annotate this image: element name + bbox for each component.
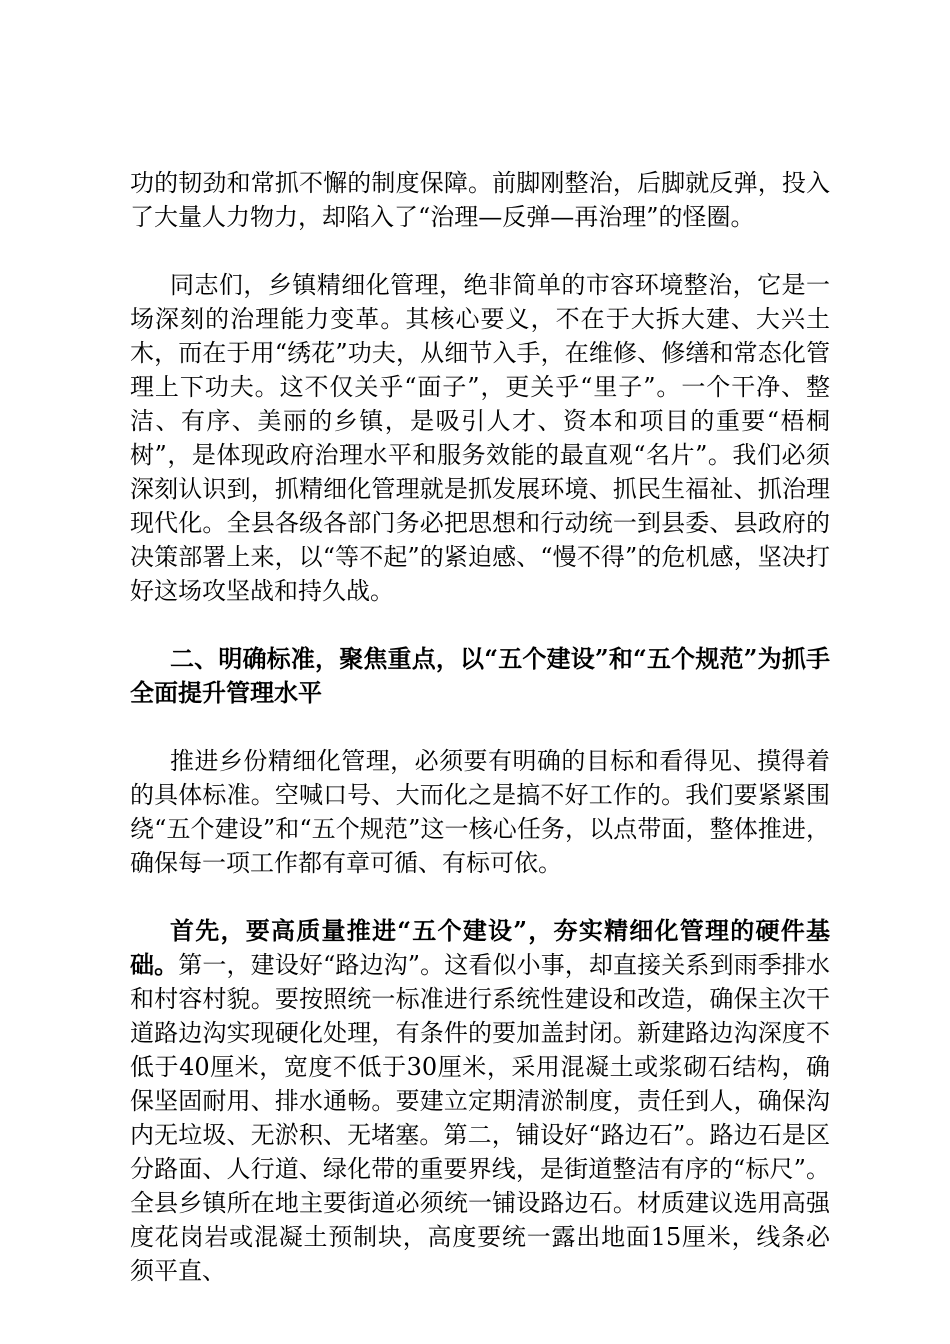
paragraph-five-constructions: [130, 914, 830, 1288]
section-heading-two: 二、明确标准，聚焦重点，以“五个建设”和“五个规范”为抓手全面提升管理水平: [130, 644, 830, 707]
paragraph-standards: 推进乡份精细化管理，必须要有明确的目标和看得见、摸得着的具体标准。空喊口号、大而化之是搞不好工作的。我们要紧紧围绕“五个建设”和“五个规范”这一核心任务，以点带面，整体推进，确保每一项工作都有章可循、有标可依。: [130, 747, 830, 877]
paragraph-comrades: 同志们，乡镇精细化管理，绝非简单的市容环境整治，它是一场深刻的治理能力变革。其核心要义，不在于大拆大建、大兴土木，而在于用“绣花”功夫，从细节入手，在维修、修缮和常态化管理上下功夫。这不仅关乎“面子”，更关乎“里子”。一个干净、整洁、有序、美丽的乡镇，是吸引人才、资本和项目的重要“梧桐树”，是体现政府治理水平和服务效能的最直观“名片”。我们必须深刻认识到，抓精细化管理就是抓发展环境、抓民生福祉、抓治理现代化。全县各级各部门务必把思想和行动统一到县委、县政府的决策部署上来，以“等不起”的紧迫感、“慢不得”的危机感，坚决打好这场攻坚战和持久战。: [130, 271, 830, 605]
paragraph-continuation: 功的韧劲和常抓不懈的制度保障。前脚刚整治，后脚就反弹，投入了大量人力物力，却陷入了“治理—反弹—再治理”的怪圈。: [130, 169, 830, 231]
paragraph-body: 第一，建设好“路边沟”。这看似小事，却直接关系到雨季排水和村容村貌。要按照统一标准进行系统性建设和改造，确保主次干道路边沟实现硬化处理，有条件的要加盖封闭。新建路边沟深度不低于40厘米，宽度不低于30厘米，采用混凝土或浆砌石结构，确保坚固耐用、排水通畅。要建立定期清淤制度，责任到人，确保沟内无垃圾、无淤积、无堵塞。第二，铺设好“路边石”。路边石是区分路面、人行道、绿化带的重要界线，是街道整洁有序的“标尺”。全县乡镇所在地主要街道必须统一铺设路边石。材质建议选用高强度花岗岩或混凝土预制块，高度要统一露出地面15厘米，线条必须平直、: [130, 951, 831, 1285]
paragraph-lead-bold: 首先，要高质量推进“五个建设”，夯实精细化管理的硬件基础。: [130, 916, 830, 979]
document-page: [130, 166, 830, 1288]
